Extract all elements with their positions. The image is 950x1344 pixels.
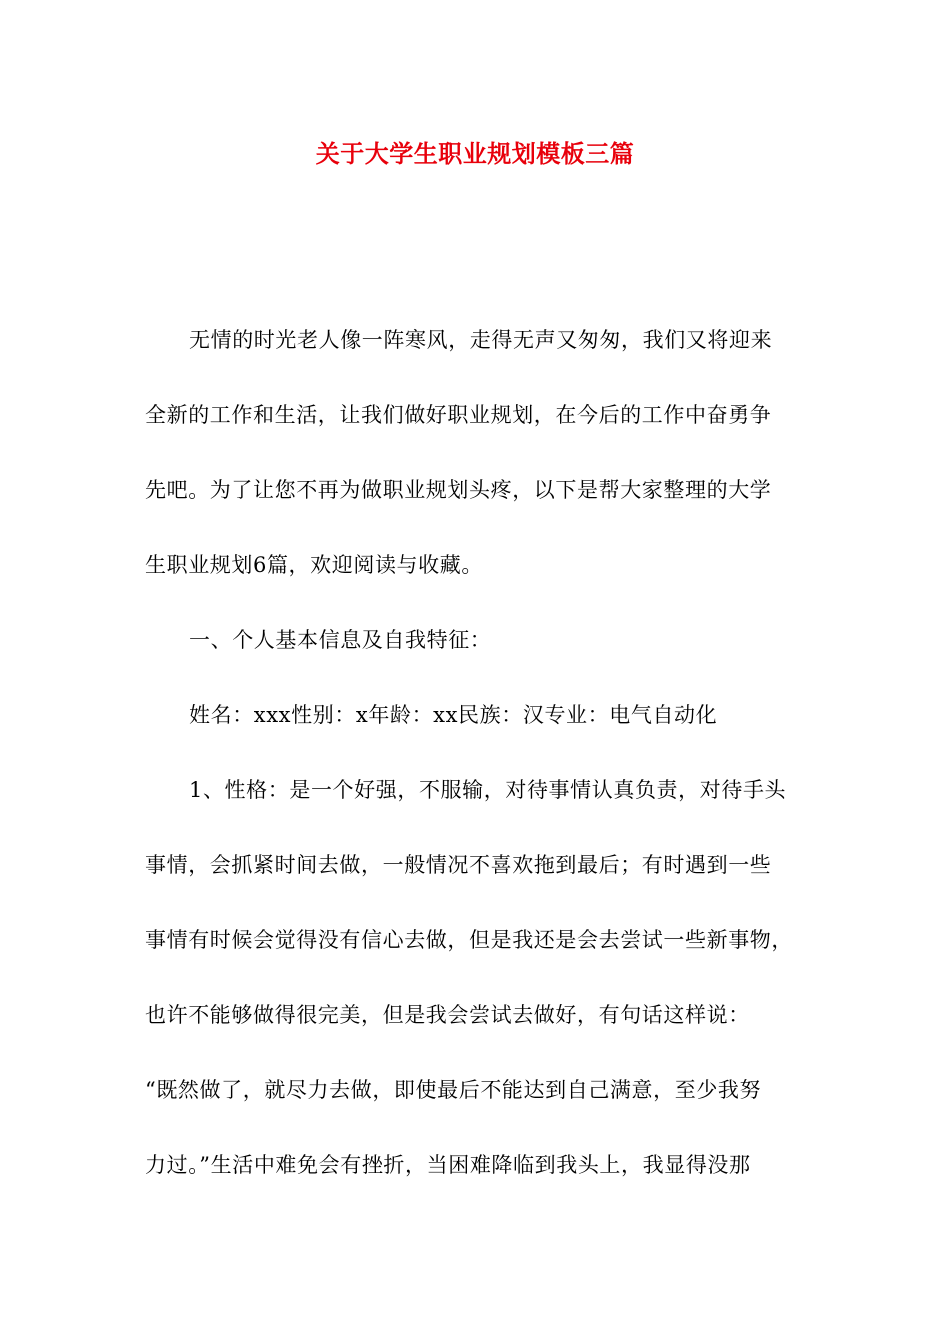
paragraph-line: 力过。”生活中难免会有挫折，当困难降临到我头上，我显得没那 — [145, 1153, 751, 1177]
paragraph-line: 先吧。为了让您不再为做职业规划头疼，以下是帮大家整理的大学 — [145, 478, 772, 502]
document-body — [145, 322, 810, 1222]
document-title: 关于大学生职业规划模板三篇 — [315, 139, 635, 168]
paragraph-line: 生职业规划6篇，欢迎阅读与收藏。 — [145, 553, 483, 577]
section-heading: 一、个人基本信息及自我特征： — [189, 628, 492, 652]
personal-info-line: 姓名：xxx性别：x年龄：xx民族：汉专业：电气自动化 — [189, 703, 718, 727]
paragraph-line: 全新的工作和生活，让我们做好职业规划，在今后的工作中奋勇争 — [145, 403, 772, 427]
paragraph-line: 也许不能够做得很完美，但是我会尝试去做好，有句话这样说： — [145, 1003, 750, 1027]
paragraph-line: 事情，会抓紧时间去做，一般情况不喜欢拖到最后；有时遇到一些 — [145, 853, 772, 877]
paragraph-line: 1、性格：是一个好强，不服输，对待事情认真负责，对待手头 — [189, 778, 787, 802]
paragraph-line: 事情有时候会觉得没有信心去做，但是我还是会去尝试一些新事物， — [145, 928, 793, 952]
paragraph-line: “既然做了，就尽力去做，即使最后不能达到自己满意，至少我努 — [145, 1078, 762, 1102]
paragraph-line: 无情的时光老人像一阵寒风，走得无声又匆匆，我们又将迎来 — [189, 328, 773, 352]
